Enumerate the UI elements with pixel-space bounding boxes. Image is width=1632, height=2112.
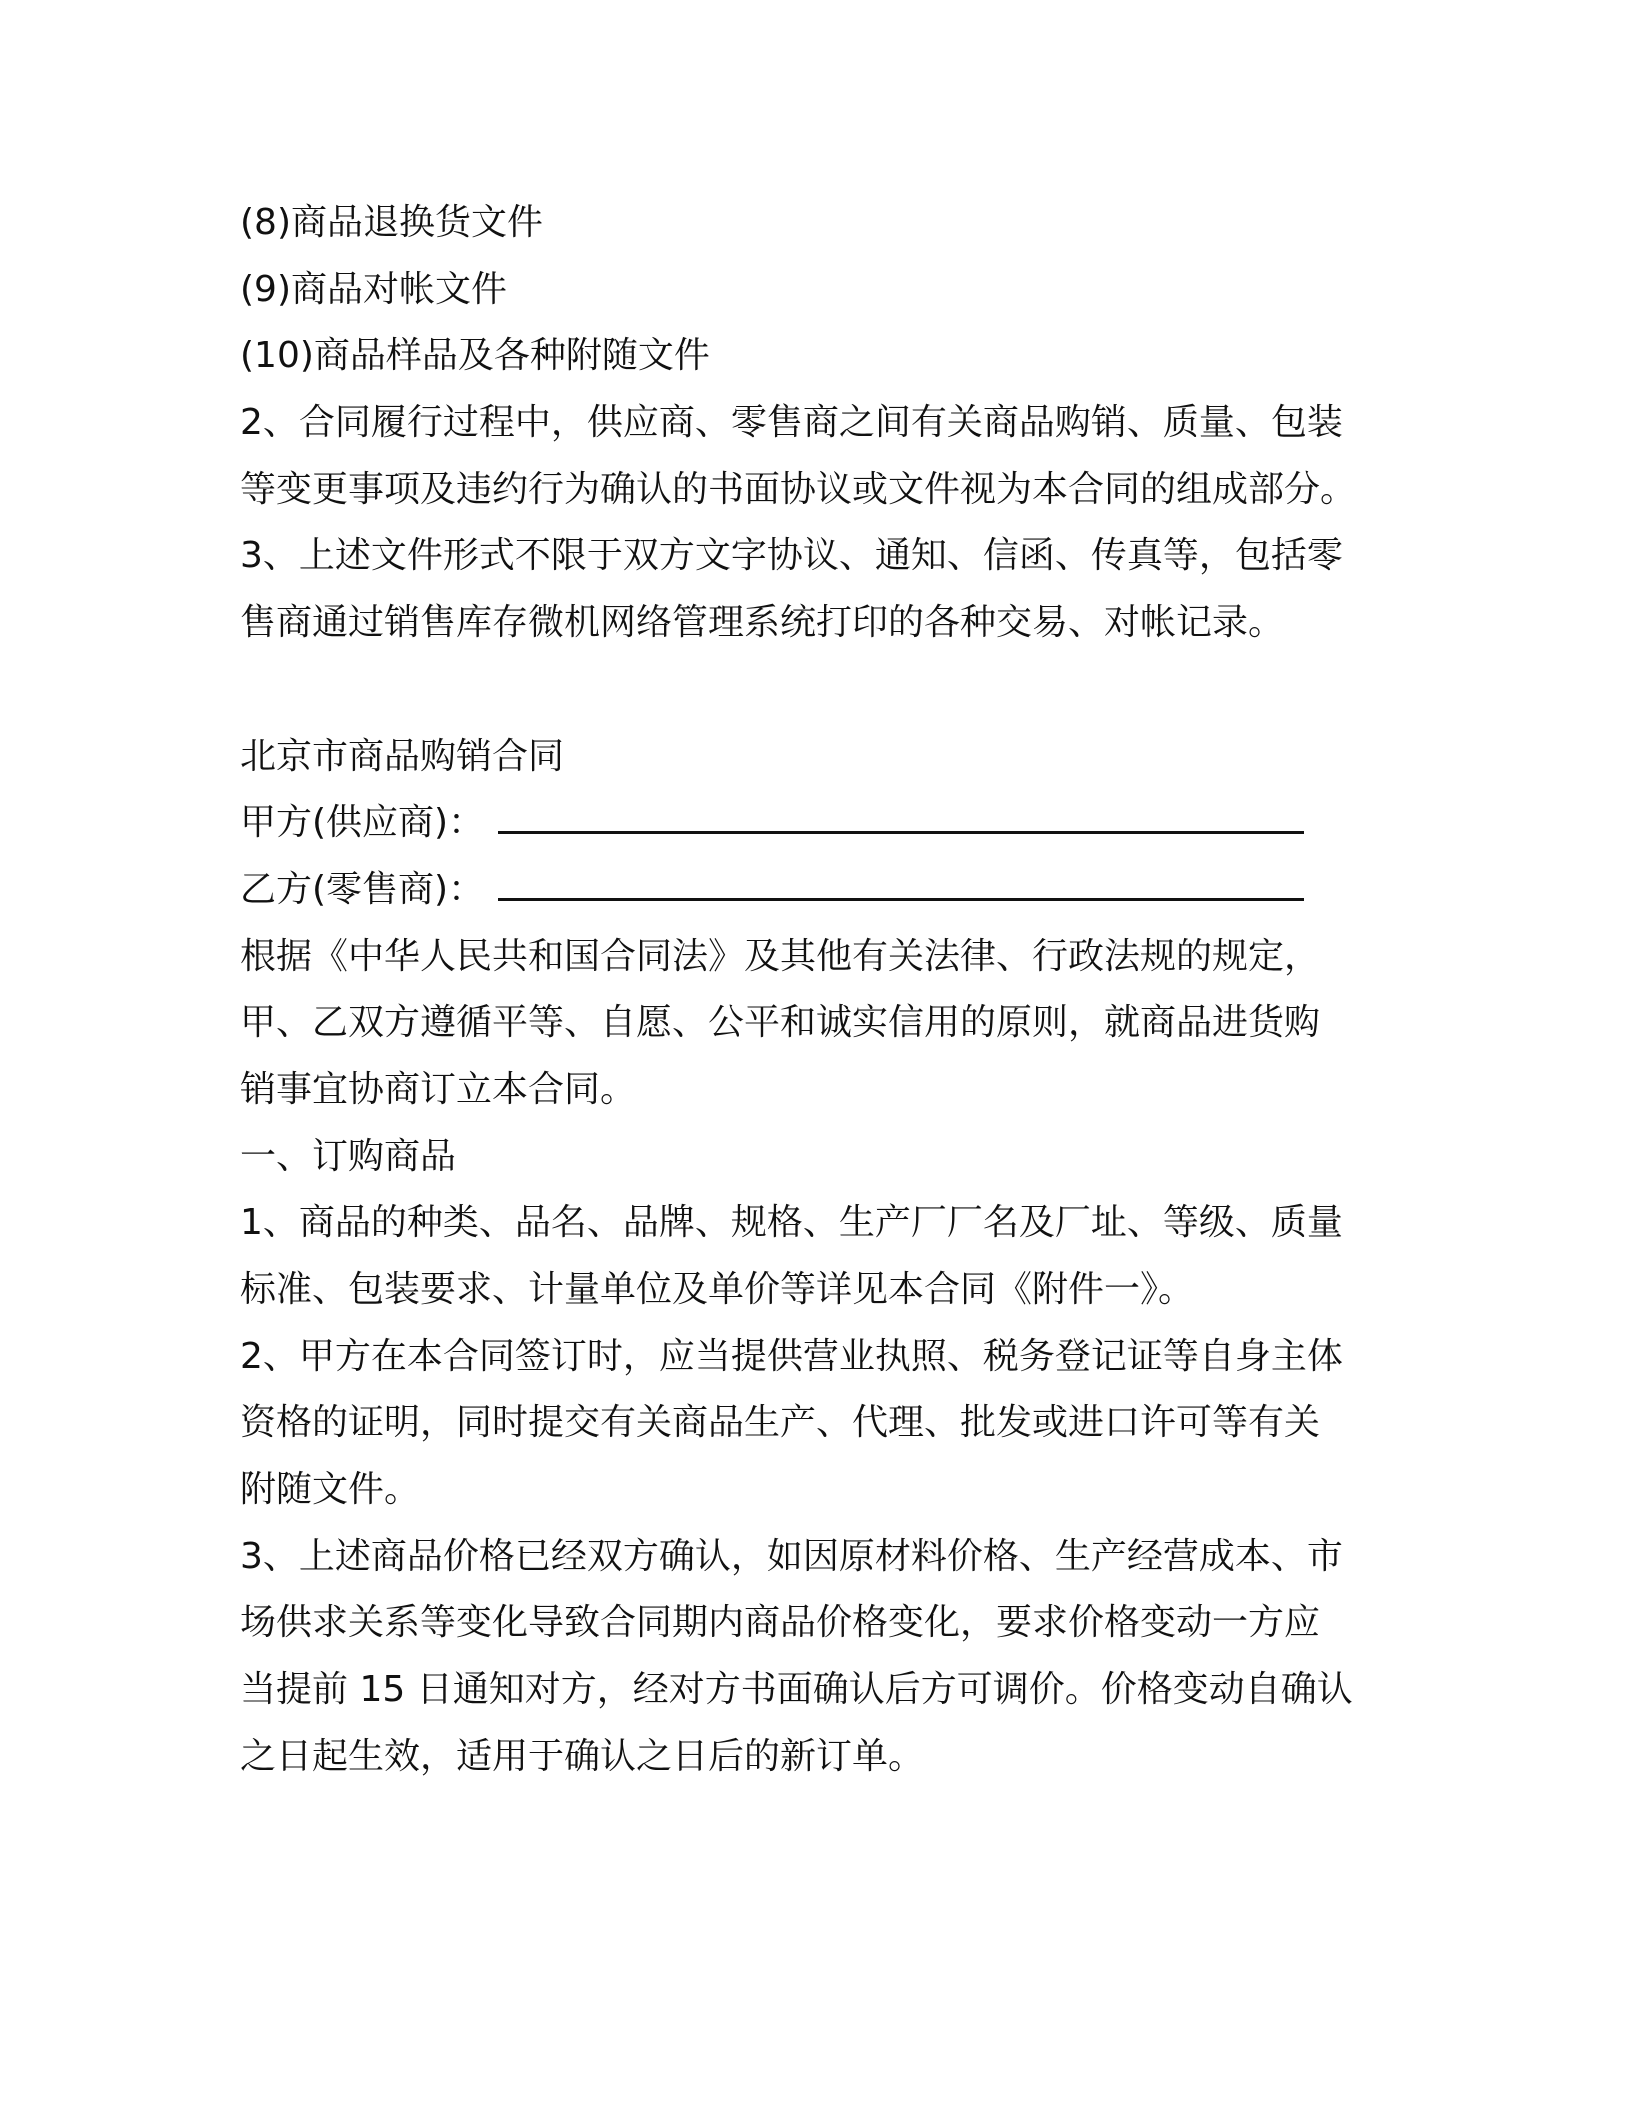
paragraph-line: 当提前 15 日通知对方，经对方书面确认后方可调价。价格变动自确认 — [240, 1669, 1353, 1711]
paragraph-line: 甲、乙双方遵循平等、自愿、公平和诚实信用的原则，就商品进货购 — [240, 1002, 1321, 1044]
list-item: (8)商品退换货文件 — [240, 202, 543, 243]
paragraph-line: 售商通过销售库存微机网络管理系统打印的各种交易、对帐记录。 — [240, 602, 1285, 644]
paragraph-line: 等变更事项及违约行为确认的书面协议或文件视为本合同的组成部分。 — [240, 468, 1357, 510]
paragraph-line: 2、甲方在本合同签订时，应当提供营业执照、税务登记证等自身主体 — [240, 1335, 1343, 1377]
document-page — [240, 190, 1400, 1791]
party-b-blank — [498, 868, 1304, 901]
party-b-label: 乙方(零售商)： — [240, 868, 485, 910]
paragraph-line: 2、合同履行过程中，供应商、零售商之间有关商品购销、质量、包装 — [240, 402, 1343, 444]
contract-title: 北京市商品购销合同 — [240, 735, 565, 777]
party-b-row — [240, 857, 1400, 924]
paragraph-line: 标准、包装要求、计量单位及单价等详见本合同《附件一》。 — [240, 1269, 1195, 1310]
paragraph-line: 3、上述文件形式不限于双方文字协议、通知、信函、传真等，包括零 — [240, 535, 1343, 577]
paragraph-line: 3、上述商品价格已经双方确认，如因原材料价格、生产经营成本、市 — [240, 1535, 1343, 1577]
party-a-blank — [498, 801, 1304, 834]
paragraph-line: 附随文件。 — [240, 1469, 421, 1511]
section-heading: 一、订购商品 — [240, 1135, 457, 1177]
party-a-label: 甲方(供应商)： — [240, 802, 485, 844]
paragraph-line: 销事宜协商订立本合同。 — [240, 1068, 637, 1110]
party-a-row — [240, 790, 1400, 857]
paragraph-line: 场供求关系等变化导致合同期内商品价格变化，要求价格变动一方应 — [240, 1602, 1321, 1644]
list-item: (9)商品对帐文件 — [240, 268, 507, 310]
list-item: (10)商品样品及各种附随文件 — [240, 335, 710, 377]
paragraph-line: 资格的证明，同时提交有关商品生产、代理、批发或进口许可等有关 — [240, 1402, 1321, 1444]
spacer — [240, 657, 1400, 724]
paragraph-line: 1、商品的种类、品名、品牌、规格、生产厂厂名及厂址、等级、质量 — [240, 1202, 1343, 1244]
paragraph-line: 之日起生效，适用于确认之日后的新订单。 — [240, 1735, 925, 1777]
paragraph-line: 根据《中华人民共和国合同法》及其他有关法律、行政法规的规定， — [240, 935, 1321, 977]
